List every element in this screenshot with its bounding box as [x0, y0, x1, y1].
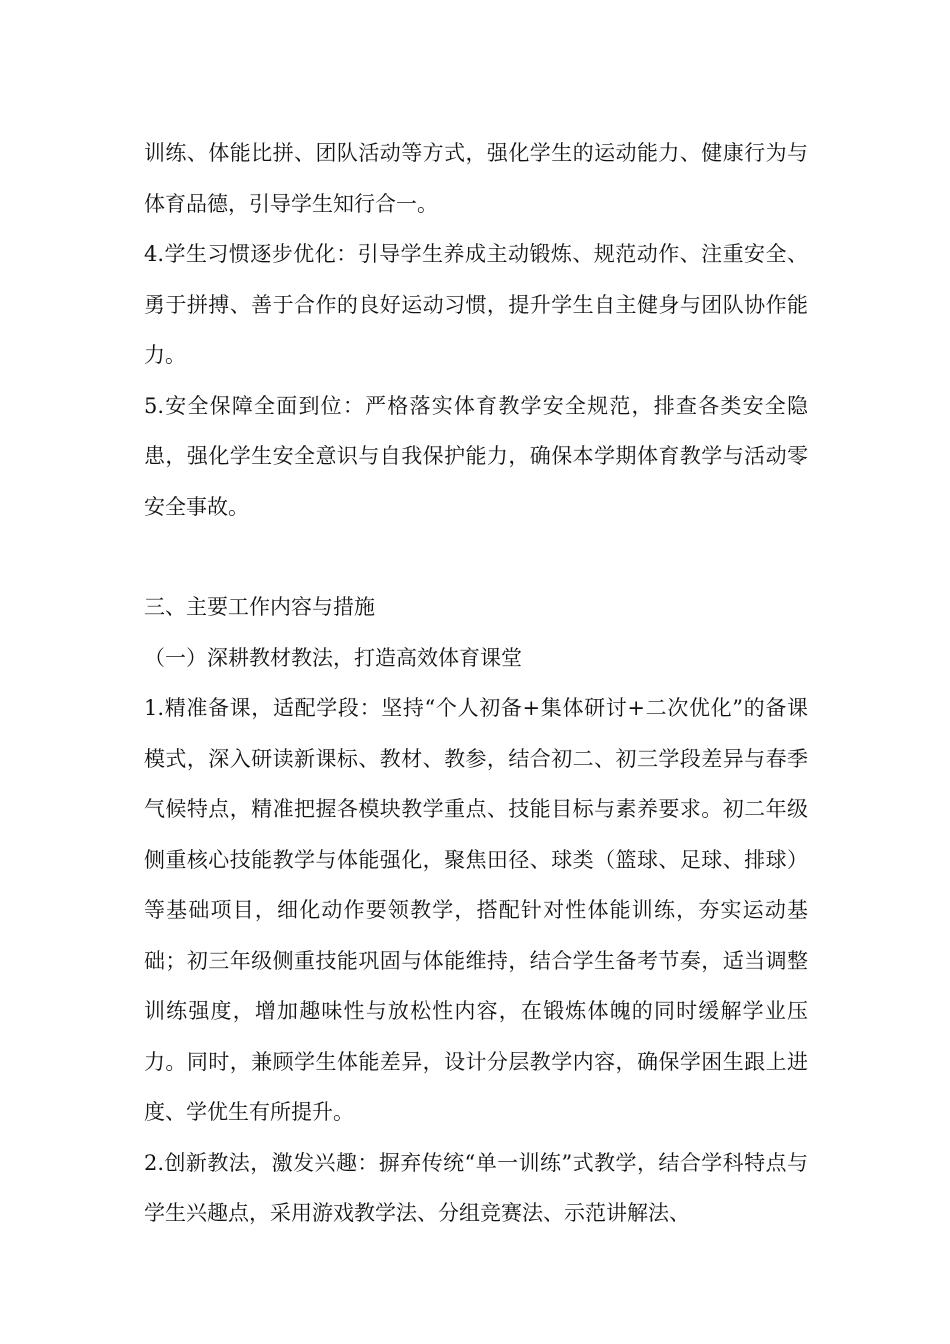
item-precise-lesson-prep: 1.精准备课，适配学段：坚持“个人初备+集体研讨+二次优化”的备课模式，深入研读新课标、教材、教参，结合初二、初三学段差异与春季气候特点，精准把握各模块教学重点、技能目标与素养要求。初二年级侧重核心技能教学与体能强化，聚焦田径、球类（篮球、足球、排球）等基础项目，细化动作要领教学，搭配针对性体能训练，夯实运动基础；初三年级侧重技能巩固与体能维持，结合学生备考节奏，适当调整训练强度，增加趣味性与放松性内容，在锻炼体魄的同时缓解学业压力。同时，兼顾学生体能差异，设计分层教学内容，确保学困生跟上进度、学优生有所提升。: [144, 696, 808, 1124]
paragraph-student-habits: 4.学生习惯逐步优化：引导学生养成主动锻炼、规范动作、注重安全、勇于拼搏、善于合作的良好运动习惯，提升学生自主健身与团队协作能力。: [144, 242, 808, 367]
subsection-heading: （一）深耕教材教法，打造高效体育课堂: [144, 645, 522, 670]
paragraph-training-methods: 训练、体能比拼、团队活动等方式，强化学生的运动能力、健康行为与体育品德，引导学生知行合一。: [144, 141, 808, 216]
section-heading: 三、主要工作内容与措施: [144, 595, 375, 619]
blank-line: [144, 532, 808, 582]
paragraph-safety-assurance: 5.安全保障全面到位：严格落实体育教学安全规范，排查各类安全隐患，强化学生安全意识与自我保护能力，确保本学期体育教学与活动零安全事故。: [144, 393, 808, 519]
item-innovative-methods: 2.创新教法，激发兴趣：摒弃传统“单一训练”式教学，结合学科特点与学生兴趣点，采用游戏教学法、分组竞赛法、示范讲解法、: [144, 1150, 808, 1225]
document-body: [144, 128, 808, 1239]
